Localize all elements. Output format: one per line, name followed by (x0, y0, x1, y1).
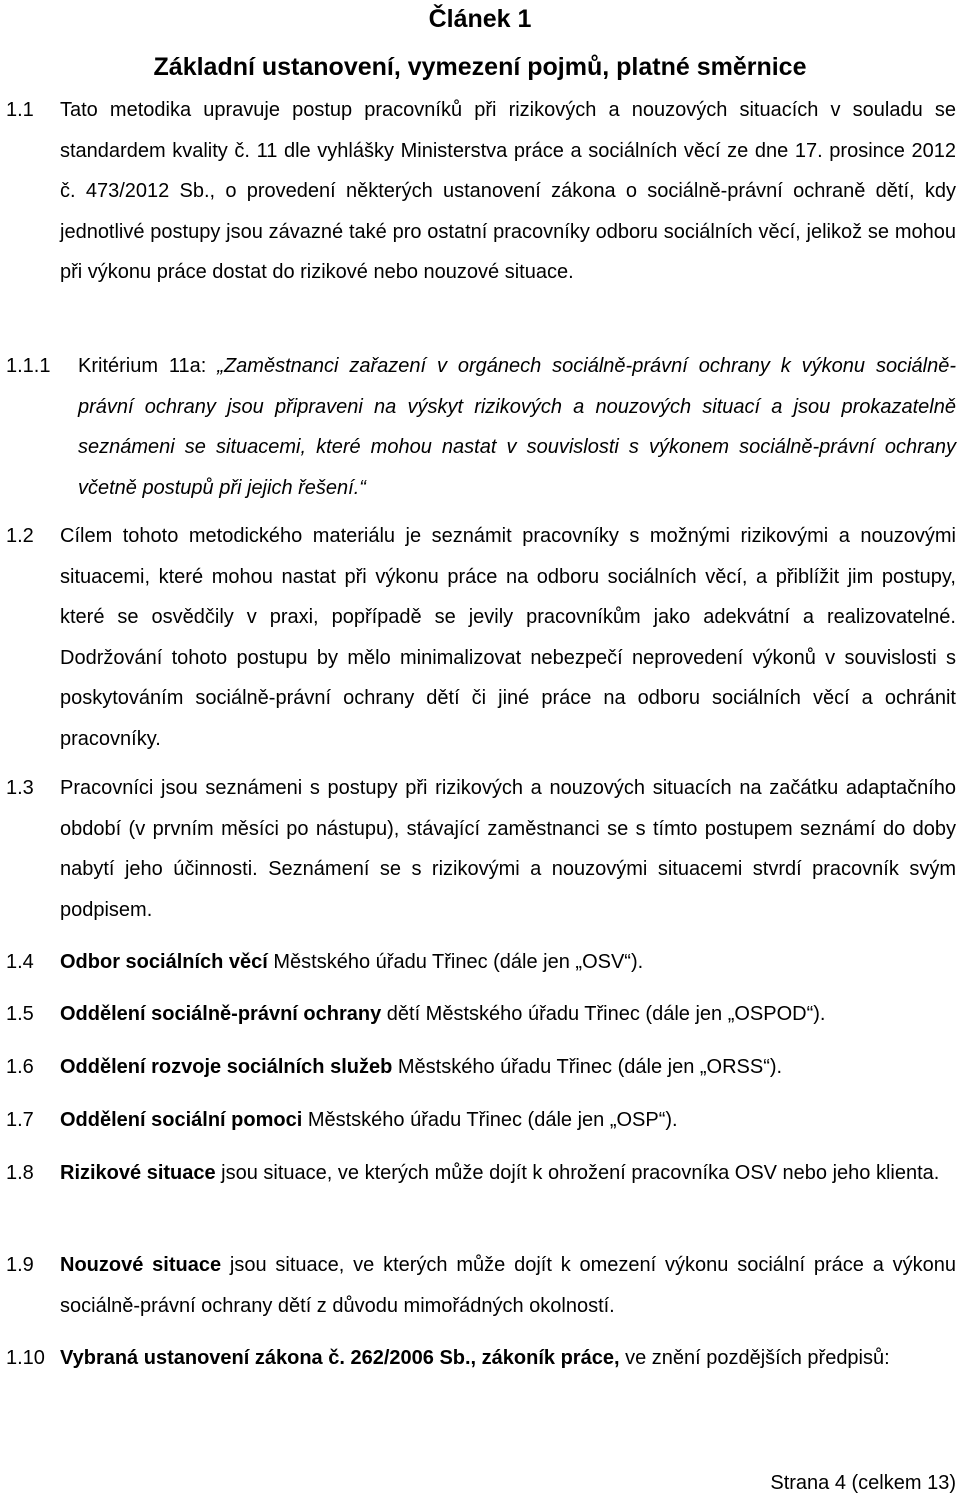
definition-rest: Městského úřadu Třinec (dále jen „ORSS“). (392, 1056, 783, 1078)
paragraph-number: 1.3 (6, 777, 34, 799)
definition-text (60, 1153, 956, 1194)
paragraph-number: 1.8 (6, 1162, 34, 1184)
definition-rest: jsou situace, ve kterých může dojít k omezení výkonu sociální práce a výkonu sociálně-právní ochrany dětí z důvodu mimořádných okolností. (60, 1254, 957, 1317)
paragraph-number: 1.2 (6, 525, 34, 547)
defined-term: Oddělení rozvoje sociálních služeb (60, 1056, 393, 1078)
paragraph-number: 1.7 (6, 1109, 34, 1131)
paragraph-text: Tato metodika upravuje postup pracovníků při rizikových a nouzových situacích v souladu se standardem kvality č. 11 dle vyhlášky Ministerstva práce a sociálních věcí ze dne 17. prosince 2012 č. 473/2012 Sb., o provedení některých ustanovení zákona o sociálně-právní ochraně dětí, kdy jednotlivé postupy jsou závazné také pro ostatní pracovníky odboru sociálních věcí, jelikož se mohou při výkonu práce dostat do rizikové nebo nouzové situace. (60, 99, 956, 283)
definition-text (60, 1245, 956, 1326)
defined-term: Rizikové situace (60, 1162, 216, 1184)
paragraph-number: 1.4 (6, 951, 34, 973)
criterion-quote: „Zaměstnanci zařazení v orgánech sociálně-právní ochrany k výkonu sociálně-právní ochrany jsou připraveni na výskyt rizikových a nouzových situací a jsou prokazatelně seznámeni se situacemi, které mohou nastat v souvislosti s výkonem sociálně-právní ochrany včetně postupů při jejich řešení.“ (78, 355, 956, 499)
article-heading: Článek 1 (428, 5, 532, 33)
paragraph-text: Pracovníci jsou seznámeni s postupy při rizikových a nouzových situacích na začátku adaptačního období (v prvním měsíci po nástupu), stávající zaměstnanci se s tímto postupem seznámí do doby nabytí jeho účinnosti. Seznámení se s rizikovými a nouzovými situacemi stvrdí pracovník svým podpisem. (60, 777, 956, 921)
paragraph-number: 1.9 (6, 1254, 34, 1276)
defined-term: Oddělení sociální pomoci (60, 1109, 303, 1131)
paragraph-text: Cílem tohoto metodického materiálu je seznámit pracovníky s možnými rizikovými a nouzovými situacemi, které mohou nastat při výkonu práce na odboru sociálních věcí, a přiblížit jim postupy, které se osvědčily v praxi, popřípadě se jevily pracovníkům jako adekvátní a realizovatelné. Dodržování tohoto postupu by mělo minimalizovat nebezpečí neprovedení výkonů v souvislosti s poskytováním sociálně-právní ochrany dětí či jiné práce na odboru sociálních věcí a ochránit pracovníky. (60, 525, 956, 750)
definition-rest: Městského úřadu Třinec (dále jen „OSV“). (267, 951, 644, 973)
defined-term: Vybraná ustanovení zákona č. 262/2006 Sb., zákoník práce, (60, 1347, 620, 1369)
definition-text (60, 1100, 956, 1141)
criterion-text (78, 346, 956, 508)
defined-term: Odbor sociálních věcí (60, 951, 268, 973)
paragraph-number: 1.10 (6, 1347, 45, 1369)
definition-rest: dětí Městského úřadu Třinec (dále jen „OSPOD“). (381, 1003, 826, 1025)
definition-text (60, 1338, 956, 1379)
paragraph-number: 1.6 (6, 1056, 34, 1078)
definition-rest: ve znění pozdějších předpisů: (619, 1347, 890, 1369)
article-subheading: Základní ustanovení, vymezení pojmů, platné směrnice (153, 53, 807, 81)
definition-text (60, 1047, 956, 1088)
paragraph-number: 1.1 (6, 99, 34, 121)
paragraph-number: 1.5 (6, 1003, 34, 1025)
definition-rest: jsou situace, ve kterých může dojít k ohrožení pracovníka OSV nebo jeho klienta. (215, 1162, 940, 1184)
definition-text (60, 994, 956, 1035)
page-number: Strana 4 (celkem 13) (770, 1472, 956, 1494)
definition-text (60, 942, 956, 983)
defined-term: Nouzové situace (60, 1254, 222, 1276)
definition-rest: Městského úřadu Třinec (dále jen „OSP“). (302, 1109, 678, 1131)
defined-term: Oddělení sociálně-právní ochrany (60, 1003, 382, 1025)
criterion-lead: Kritérium 11a: (78, 355, 218, 377)
paragraph-number: 1.1.1 (6, 355, 51, 377)
